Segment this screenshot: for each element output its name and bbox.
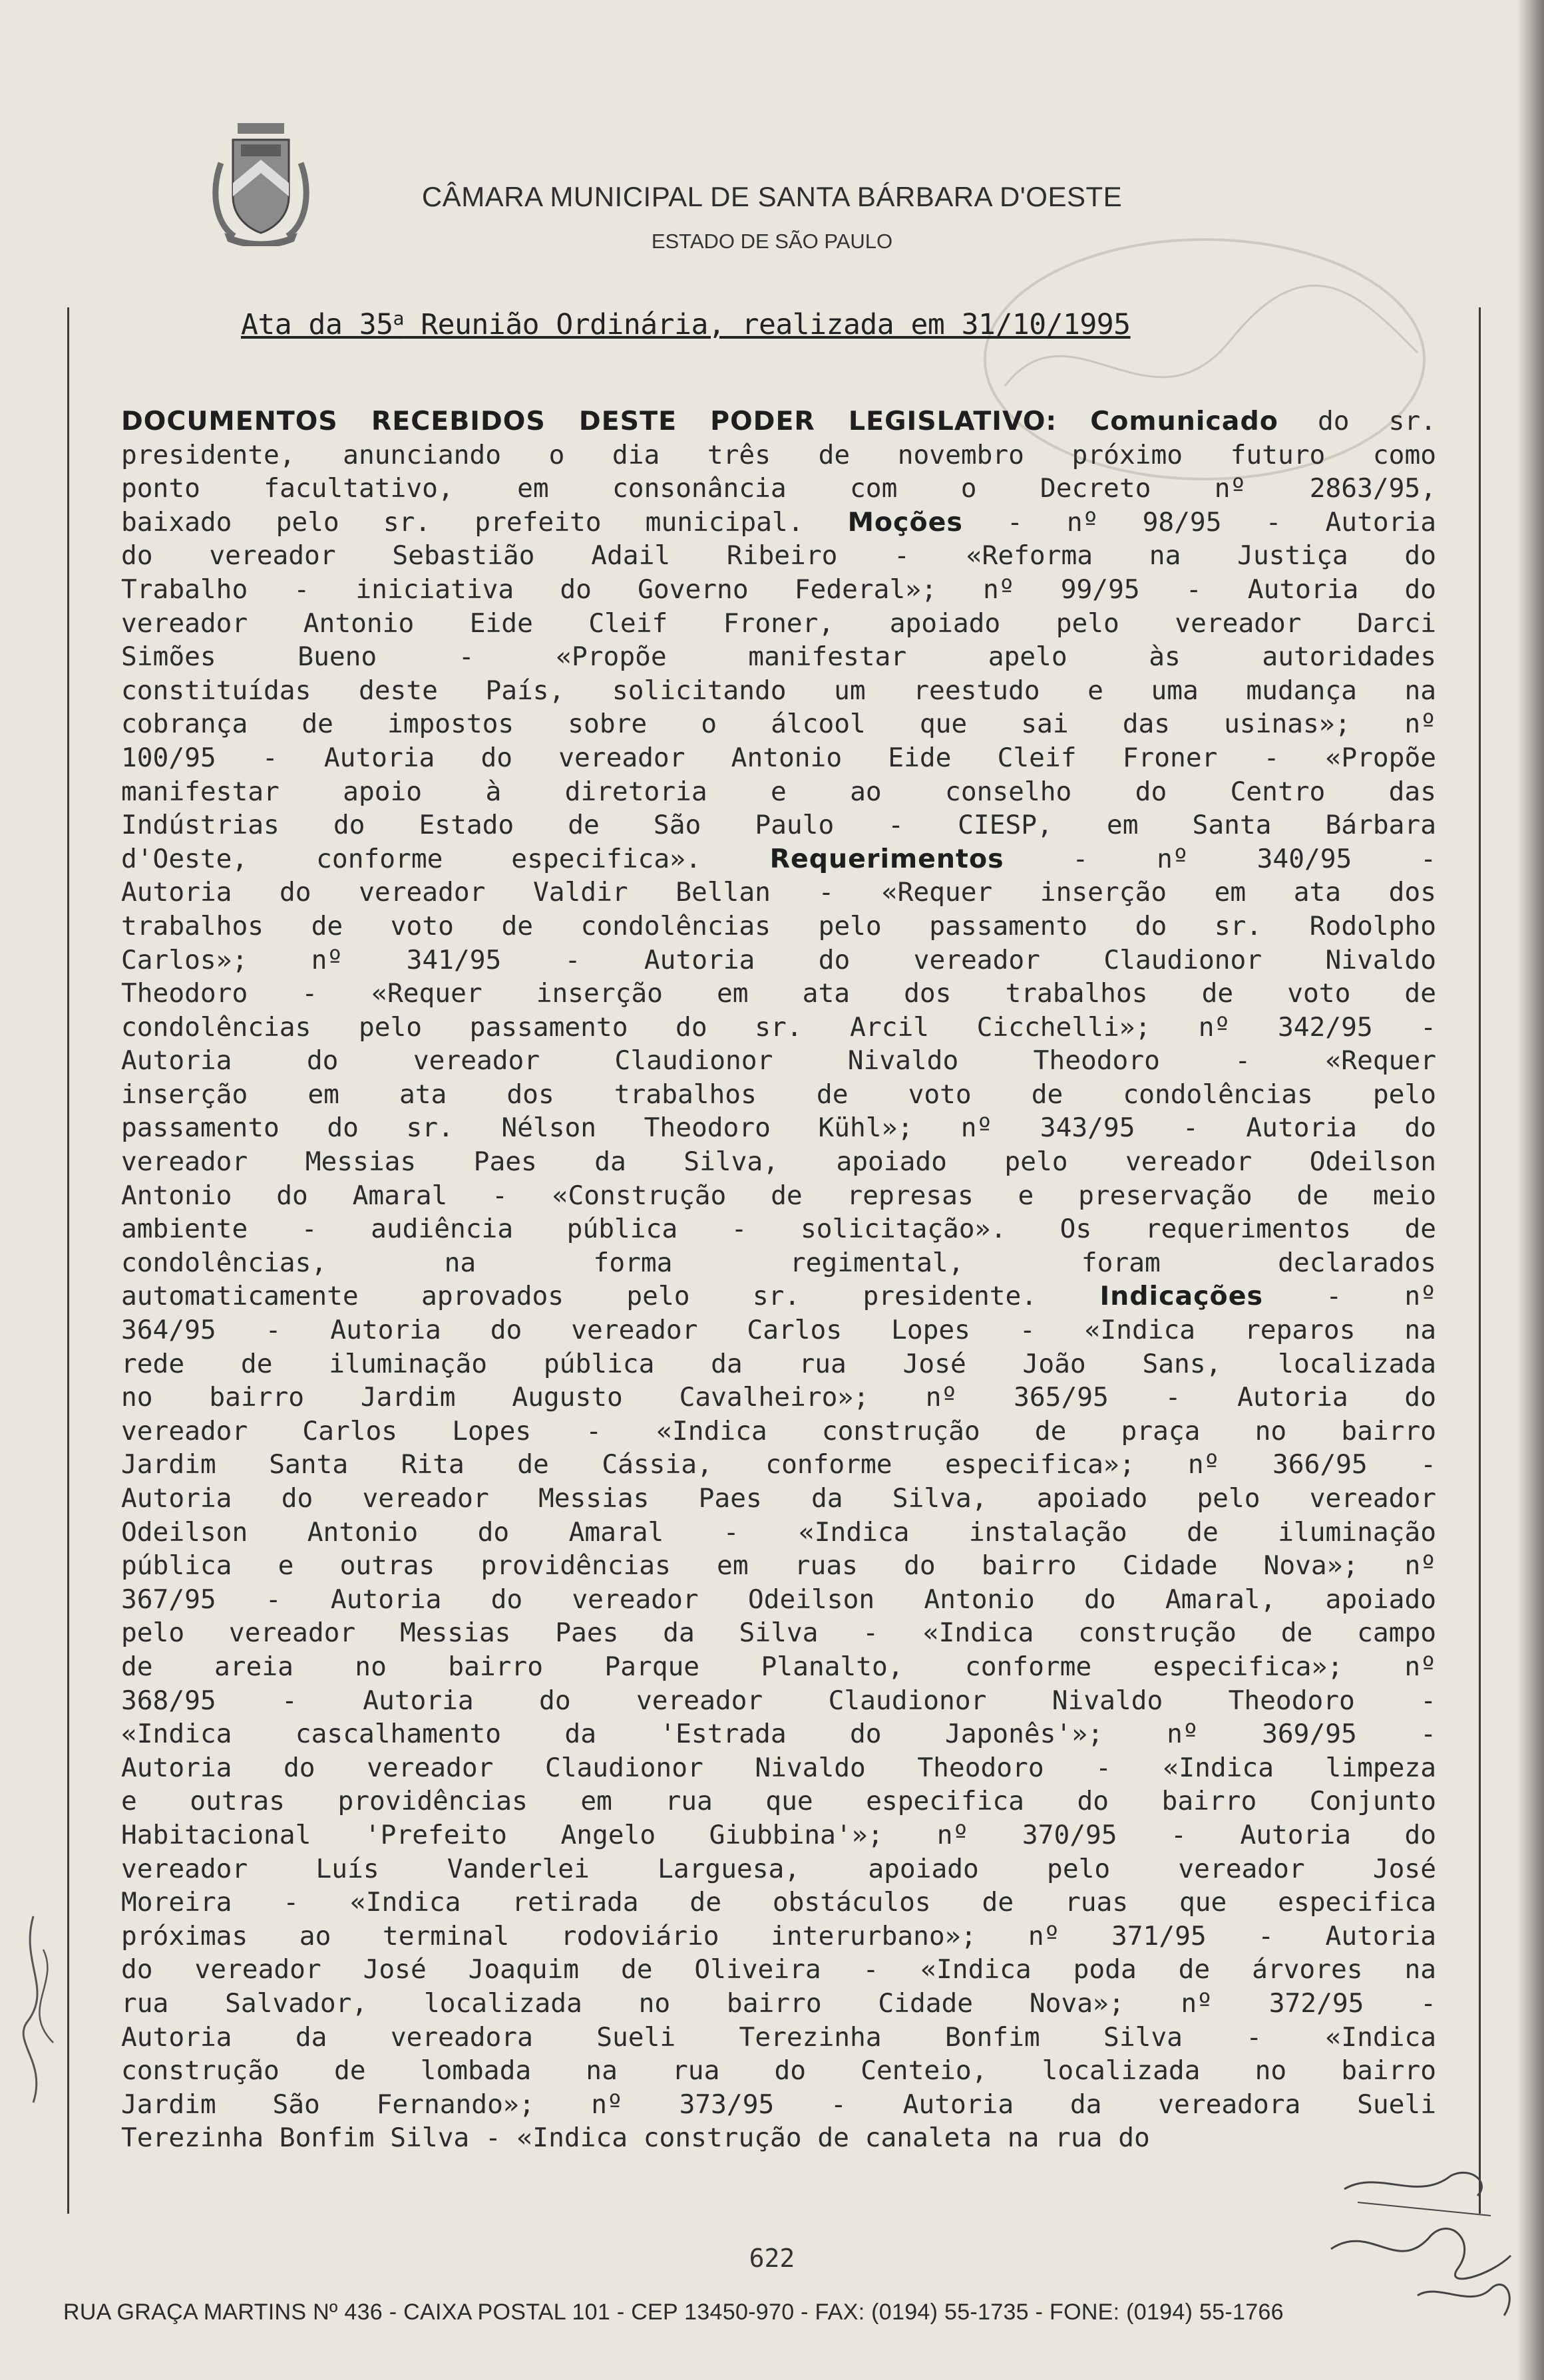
text-segment: Autoria do vereador Claudionor Nivaldo Theodoro - «Requer [121, 1045, 1436, 1077]
text-segment: rua Salvador, localizada no bairro Cidade Nova»; nº 372/95 - [121, 1987, 1436, 2019]
text-segment: - nº 98/95 - Autoria [962, 506, 1436, 538]
text-line [121, 2054, 1436, 2088]
title-text: Ata da 35 [241, 308, 393, 341]
text-line [121, 1852, 1436, 1886]
minutes-body [121, 405, 1436, 2155]
text-segment: de areia no bairro Parque Planalto, conforme especifica»; nº [121, 1651, 1436, 1682]
text-segment: constituídas deste País, solicitando um reestudo e uma mudança na [121, 675, 1436, 706]
text-line [121, 1381, 1436, 1415]
text-segment: do vereador José Joaquim de Oliveira - «Indica poda de árvores na [121, 1954, 1436, 1985]
text-segment: rede de iluminação pública da rua José João Sans, localizada [121, 1348, 1436, 1379]
text-segment: Autoria do vereador Messias Paes da Silva, apoiado pelo vereador [121, 1483, 1436, 1514]
text-segment: - nº 340/95 - [1004, 843, 1436, 874]
text-line [121, 1818, 1436, 1852]
text-segment: pública e outras providências em ruas do bairro Cidade Nova»; nº [121, 1550, 1436, 1582]
right-margin-rule [1479, 307, 1481, 2214]
text-segment: ambiente - audiência pública - solicitação». Os requerimentos de [121, 1214, 1436, 1245]
text-line [121, 472, 1436, 506]
text-line [121, 640, 1436, 674]
text-line [121, 1078, 1436, 1112]
text-line [121, 1650, 1436, 1684]
text-segment: Moreira - «Indica retirada de obstáculos de ruas que especifica [121, 1887, 1436, 1918]
text-segment: manifestar apoio à diretoria e ao conselho do Centro das [121, 776, 1436, 807]
text-line [121, 1549, 1436, 1583]
text-line [121, 1011, 1436, 1045]
text-segment: do vereador Sebastião Adail Ribeiro - «Reforma na Justiça do [121, 540, 1436, 572]
text-segment: vereador Carlos Lopes - «Indica construção de praça no bairro [121, 1415, 1436, 1446]
text-line [121, 1111, 1436, 1145]
text-segment: Jardim Santa Rita de Cássia, conforme especifica»; nº 366/95 - [121, 1449, 1436, 1480]
section-heading: Indicações [1099, 1281, 1263, 1312]
text-segment: Autoria do vereador Valdir Bellan - «Requer inserção em ata dos [121, 877, 1436, 908]
text-line [121, 573, 1436, 607]
text-line [121, 607, 1436, 641]
text-segment: vereador Antonio Eide Cleif Froner, apoiado pelo vereador Darci [121, 607, 1436, 639]
page-edge-shadow [1517, 0, 1544, 2380]
text-segment: - nº [1263, 1281, 1436, 1312]
text-segment: construção de lombada na rua do Centeio, localizada no bairro [121, 2055, 1436, 2087]
text-segment: vereador Messias Paes da Silva, apoiado pelo vereador Odeilson [121, 1146, 1436, 1178]
text-segment: do sr. [1278, 406, 1436, 436]
text-line [121, 1987, 1436, 2021]
text-segment: Trabalho - iniciativa do Governo Federal»; nº 99/95 - Autoria do [121, 574, 1436, 605]
text-line [121, 1516, 1436, 1550]
text-segment: no bairro Jardim Augusto Cavalheiro»; nº 365/95 - Autoria do [121, 1382, 1436, 1413]
text-line [121, 1145, 1436, 1179]
text-segment: presidente, anunciando o dia três de novembro próximo futuro como [121, 439, 1436, 470]
text-segment: cobrança de impostos sobre o álcool que sai das usinas»; nº [121, 709, 1436, 740]
text-segment: Carlos»; nº 341/95 - Autoria do vereador Claudionor Nivaldo [121, 944, 1436, 975]
text-segment: Indústrias do Estado de São Paulo - CIESP, em Santa Bárbara [121, 810, 1436, 841]
section-heading: Moções [847, 506, 963, 538]
institution-name: CÂMARA MUNICIPAL DE SANTA BÁRBARA D'OESTE [421, 181, 1123, 212]
section-heading: DOCUMENTOS RECEBIDOS DESTE PODER LEGISLATIVO: Comunicado [121, 406, 1278, 436]
text-line [121, 438, 1436, 472]
text-line [121, 2121, 1436, 2155]
text-line [121, 2021, 1436, 2055]
page-number: 622 [749, 2244, 795, 2273]
text-segment: inserção em ata dos trabalhos de voto de condolências pelo [121, 1079, 1436, 1110]
text-segment: automaticamente aprovados pelo sr. presidente. [121, 1281, 1100, 1312]
text-line [121, 674, 1436, 708]
text-segment: baixado pelo sr. prefeito municipal. [121, 506, 848, 538]
text-segment: 367/95 - Autoria do vereador Odeilson Antonio do Amaral, apoiado [121, 1584, 1436, 1615]
section-heading: Requerimentos [769, 843, 1004, 874]
text-segment: condolências, na forma regimental, foram declarados [121, 1247, 1436, 1278]
text-segment: Odeilson Antonio do Amaral - «Indica instalação de iluminação [121, 1516, 1436, 1548]
text-line [121, 1313, 1436, 1347]
text-line [121, 506, 1436, 540]
handwritten-signature-icon [7, 1910, 80, 2109]
text-line [121, 1279, 1436, 1313]
text-segment: «Indica cascalhamento da 'Estrada do Japonês'»; nº 369/95 - [121, 1719, 1436, 1750]
text-segment: vereador Luís Vanderlei Larguesa, apoiado pelo vereador José [121, 1853, 1436, 1884]
text-line [121, 842, 1436, 876]
text-line [121, 1347, 1436, 1381]
text-segment: Terezinha Bonfim Silva - «Indica construção de canaleta na rua do [121, 2123, 1150, 2154]
text-segment: 100/95 - Autoria do vereador Antonio Eide Cleif Froner - «Propõe [121, 742, 1436, 773]
text-line [121, 1415, 1436, 1448]
text-line [121, 977, 1436, 1011]
text-line [121, 808, 1436, 842]
text-line [121, 876, 1436, 910]
text-line [121, 405, 1436, 438]
text-line [121, 910, 1436, 943]
text-segment: e outras providências em rua que especifica do bairro Conjunto [121, 1786, 1436, 1817]
text-line [121, 1583, 1436, 1617]
document-title [241, 307, 1319, 341]
handwritten-signature-icon [1318, 2162, 1517, 2375]
text-line [121, 1044, 1436, 1078]
text-segment: ponto facultativo, em consonância com o Decreto nº 2863/95, [121, 473, 1436, 504]
text-segment: passamento do sr. Nélson Theodoro Kühl»; nº 343/95 - Autoria do [121, 1112, 1436, 1144]
text-line [121, 1785, 1436, 1818]
text-line [121, 2088, 1436, 2122]
text-line [121, 943, 1436, 977]
text-segment: pelo vereador Messias Paes da Silva - «Indica construção de campo [121, 1617, 1436, 1649]
text-line [121, 1246, 1436, 1280]
text-segment: Jardim São Fernando»; nº 373/95 - Autoria da vereadora Sueli [121, 2089, 1436, 2120]
text-segment: Habitacional 'Prefeito Angelo Giubbina'»; nº 370/95 - Autoria do [121, 1819, 1436, 1850]
text-segment: trabalhos de voto de condolências pelo passamento do sr. Rodolpho [121, 910, 1436, 941]
text-segment: Autoria do vereador Claudionor Nivaldo Theodoro - «Indica limpeza [121, 1752, 1436, 1783]
text-line [121, 1179, 1436, 1213]
text-segment: próximas ao terminal rodoviário interurbano»; nº 371/95 - Autoria [121, 1920, 1436, 1952]
text-line [121, 1684, 1436, 1718]
text-line [121, 1616, 1436, 1650]
text-line [121, 1212, 1436, 1246]
text-segment: Antonio do Amaral - «Construção de represas e preservação de meio [121, 1180, 1436, 1211]
text-line [121, 1886, 1436, 1920]
text-segment: Autoria da vereadora Sueli Terezinha Bonfim Silva - «Indica [121, 2021, 1436, 2053]
footer-address: RUA GRAÇA MARTINS Nº 436 - CAIXA POSTAL 101 - CEP 13450-970 - FAX: (0194) 55-1735 - FONE: (0194) 55-1766 [63, 2299, 1284, 2325]
text-line [121, 741, 1436, 775]
text-segment: 364/95 - Autoria do vereador Carlos Lopes - «Indica reparos na [121, 1315, 1436, 1346]
title-ordinal-sup: a [393, 307, 404, 329]
text-line [121, 1751, 1436, 1785]
text-segment: Simões Bueno - «Propõe manifestar apelo às autoridades [121, 641, 1436, 673]
text-line [121, 1920, 1436, 1954]
text-line [121, 1482, 1436, 1516]
text-line [121, 1448, 1436, 1482]
state-name: ESTADO DE SÃO PAULO [651, 230, 893, 253]
text-segment: d'Oeste, conforme especifica». [121, 843, 770, 874]
text-line [121, 1717, 1436, 1751]
text-line [121, 707, 1436, 741]
text-line [121, 1953, 1436, 1987]
text-line [121, 539, 1436, 573]
text-line [121, 775, 1436, 809]
text-segment: 368/95 - Autoria do vereador Claudionor Nivaldo Theodoro - [121, 1685, 1436, 1716]
text-segment: condolências pelo passamento do sr. Arcil Cicchelli»; nº 342/95 - [121, 1011, 1436, 1043]
text-segment: Theodoro - «Requer inserção em ata dos trabalhos de voto de [121, 978, 1436, 1009]
title-text-rest: Reunião Ordinária, realizada em 31/10/1995 [403, 308, 1131, 341]
